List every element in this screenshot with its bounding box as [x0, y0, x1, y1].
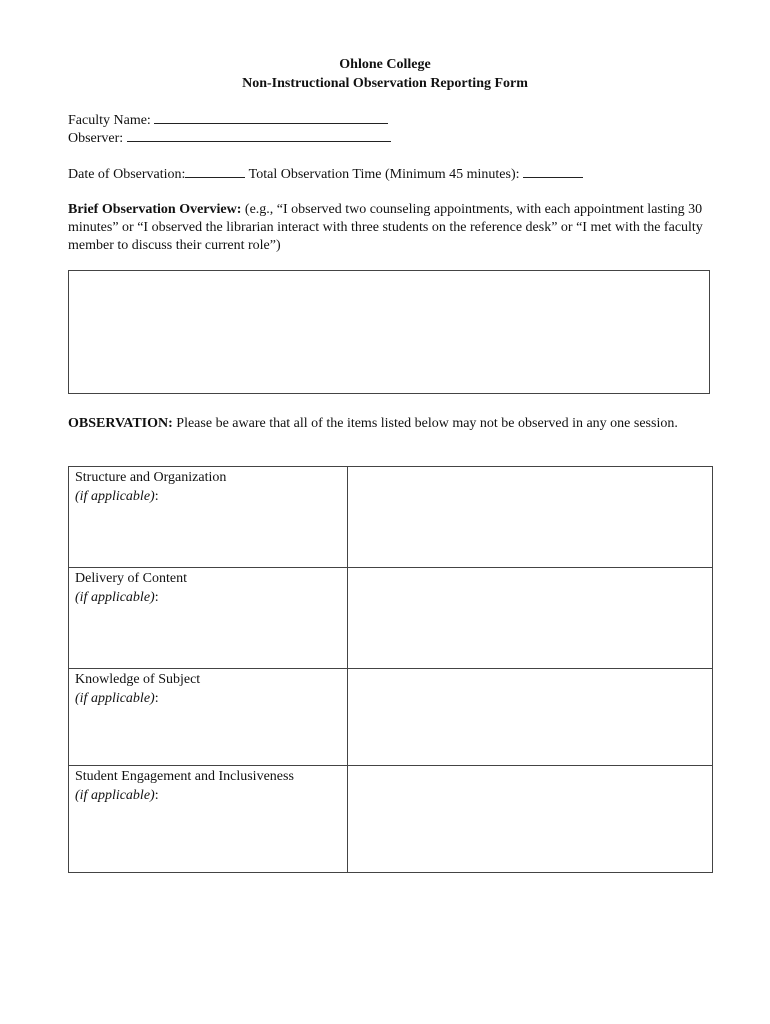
row-label-cell	[69, 669, 348, 766]
row-note-wrapper	[75, 489, 159, 504]
overview-instructions	[68, 201, 708, 255]
row-label: Knowledge of Subject	[75, 672, 201, 687]
row-colon: :	[154, 691, 159, 706]
date-label: Date of Observation:	[68, 167, 186, 182]
observer-blank[interactable]	[127, 129, 391, 142]
row-note-wrapper	[75, 590, 159, 605]
row-label-cell	[69, 766, 348, 873]
row-label-cell	[69, 568, 348, 669]
row-note: (if applicable)	[75, 788, 155, 803]
faculty-name-field	[68, 111, 388, 130]
row-label: Delivery of Content	[75, 571, 187, 586]
row-response-cell[interactable]	[348, 568, 713, 669]
date-blank[interactable]	[185, 165, 245, 178]
observation-row-delivery	[69, 568, 713, 669]
observation-table	[68, 466, 713, 873]
row-colon: :	[154, 590, 159, 605]
overview-response-box[interactable]	[68, 270, 710, 394]
faculty-name-label: Faculty Name:	[68, 113, 155, 128]
row-label: Student Engagement and Inclusiveness	[75, 769, 294, 784]
row-response-cell[interactable]	[348, 467, 713, 568]
row-note: (if applicable)	[75, 691, 155, 706]
total-time-label: Total Observation Time (Minimum 45 minutes):	[245, 167, 524, 182]
row-colon: :	[154, 788, 159, 803]
row-note: (if applicable)	[75, 489, 155, 504]
total-time-blank[interactable]	[523, 165, 583, 178]
overview-heading: Brief Observation Overview:	[68, 202, 242, 217]
observation-row-knowledge	[69, 669, 713, 766]
observer-field	[68, 129, 391, 148]
observation-text: Please be aware that all of the items listed below may not be observed in any one session.	[172, 416, 678, 431]
row-response-cell[interactable]	[348, 669, 713, 766]
observation-instructions	[68, 415, 708, 433]
observation-row-structure	[69, 467, 713, 568]
observation-row-engagement	[69, 766, 713, 873]
date-time-field	[68, 165, 583, 184]
row-response-cell[interactable]	[348, 766, 713, 873]
row-label-cell	[69, 467, 348, 568]
institution-title: Ohlone College	[339, 57, 431, 72]
row-note: (if applicable)	[75, 590, 155, 605]
form-title: Non-Instructional Observation Reporting Form	[242, 76, 528, 91]
observer-label: Observer:	[68, 131, 127, 146]
observation-heading: OBSERVATION:	[68, 416, 173, 431]
faculty-name-blank[interactable]	[154, 111, 388, 124]
row-label: Structure and Organization	[75, 470, 227, 485]
row-note-wrapper	[75, 691, 159, 706]
row-colon: :	[154, 489, 159, 504]
overview-text: (e.g., “I observed two counseling appointments, with each appointment lasting 30 minutes” or “I observed the librarian interact with three students on the reference desk” or “I met with the faculty member to discuss their current role”)	[68, 202, 703, 253]
row-note-wrapper	[75, 788, 159, 803]
